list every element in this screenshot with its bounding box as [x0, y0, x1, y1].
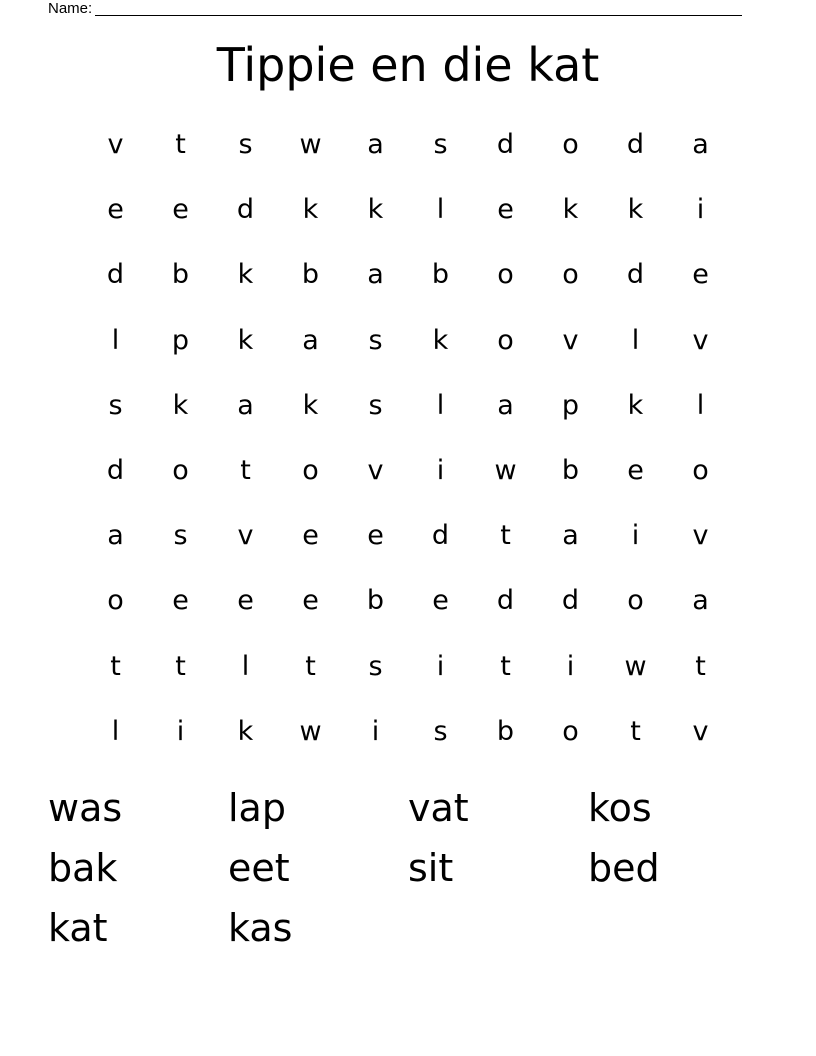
grid-cell: o [107, 585, 124, 617]
word-list-item: lap [228, 786, 286, 830]
grid-cell: l [696, 389, 705, 421]
grid-cell: d [496, 585, 515, 617]
grid-cell: i [696, 194, 705, 226]
grid-cell: d [626, 129, 645, 161]
grid-cell: e [302, 520, 319, 552]
grid-cell: v [562, 324, 579, 356]
grid-cell: e [172, 194, 189, 226]
grid-cell: d [106, 455, 125, 487]
grid-cell: s [238, 129, 253, 161]
grid-cell: i [631, 520, 640, 552]
grid-cell: d [236, 194, 255, 226]
grid-cell: l [436, 194, 445, 226]
word-list-item: sit [408, 846, 454, 890]
grid-cell: w [299, 715, 322, 747]
grid-cell: a [497, 389, 514, 421]
grid-cell: e [302, 585, 319, 617]
grid-cell: k [302, 389, 319, 421]
grid-cell: o [497, 324, 514, 356]
word-list-item: bak [48, 846, 118, 890]
grid-cell: k [432, 324, 449, 356]
grid-cell: s [173, 520, 188, 552]
grid-cell: b [496, 715, 515, 747]
grid-cell: o [497, 259, 514, 291]
grid-cell: e [107, 194, 124, 226]
grid-cell: o [692, 455, 709, 487]
grid-cell: t [695, 650, 706, 682]
word-list-item: kat [48, 906, 108, 950]
grid-cell: i [566, 650, 575, 682]
grid-cell: o [302, 455, 319, 487]
grid-cell: v [692, 715, 709, 747]
grid-cell: o [562, 259, 579, 291]
page-title: Tippie en die kat [216, 38, 600, 92]
grid-cell: d [106, 259, 125, 291]
word-list-item: vat [408, 786, 469, 830]
grid-cell: a [302, 324, 319, 356]
grid-cell: k [237, 715, 254, 747]
grid-cell: e [432, 585, 449, 617]
grid-cell: t [175, 650, 186, 682]
grid-cell: w [494, 455, 517, 487]
name-field[interactable] [48, 0, 742, 18]
word-search-grid [83, 112, 733, 764]
grid-cell: p [171, 324, 190, 356]
grid-cell: b [301, 259, 320, 291]
grid-cell: t [240, 455, 251, 487]
grid-cell: d [431, 520, 450, 552]
grid-cell: v [237, 520, 254, 552]
grid-cell: b [366, 585, 385, 617]
grid-cell: t [305, 650, 316, 682]
grid-cell: d [626, 259, 645, 291]
grid-cell: s [368, 389, 383, 421]
grid-cell: a [237, 389, 254, 421]
grid-cell: o [562, 129, 579, 161]
grid-cell: w [299, 129, 322, 161]
grid-cell: t [500, 520, 511, 552]
grid-cell: a [367, 259, 384, 291]
grid-cell: p [561, 389, 580, 421]
grid-cell: s [433, 129, 448, 161]
grid-cell: a [107, 520, 124, 552]
grid-cell: b [561, 455, 580, 487]
grid-cell: o [172, 455, 189, 487]
grid-cell: e [172, 585, 189, 617]
grid-cell: k [237, 324, 254, 356]
grid-cell: k [367, 194, 384, 226]
grid-cell: t [110, 650, 121, 682]
grid-cell: v [367, 455, 384, 487]
grid-cell: e [367, 520, 384, 552]
grid-cell: b [431, 259, 450, 291]
grid-cell: k [627, 389, 644, 421]
grid-cell: l [111, 324, 120, 356]
grid-cell: i [176, 715, 185, 747]
word-list-item: was [48, 786, 123, 830]
grid-cell: i [436, 650, 445, 682]
grid-cell: l [436, 389, 445, 421]
word-list-item: kos [588, 786, 652, 830]
grid-cell: s [433, 715, 448, 747]
grid-cell: l [111, 715, 120, 747]
grid-cell: i [371, 715, 380, 747]
grid-cell: s [368, 650, 383, 682]
grid-cell: w [624, 650, 647, 682]
grid-cell: k [627, 194, 644, 226]
word-list-item: bed [588, 846, 660, 890]
grid-cell: e [627, 455, 644, 487]
grid-cell: a [562, 520, 579, 552]
grid-cell: v [107, 129, 124, 161]
grid-cell: t [630, 715, 641, 747]
grid-cell: o [627, 585, 644, 617]
grid-cell: b [171, 259, 190, 291]
word-list-item: kas [228, 906, 293, 950]
grid-cell: l [631, 324, 640, 356]
name-underline[interactable] [95, 0, 742, 16]
grid-cell: e [692, 259, 709, 291]
grid-cell: e [497, 194, 514, 226]
grid-cell: s [368, 324, 383, 356]
name-label: Name: [48, 0, 93, 17]
grid-cell: v [692, 324, 709, 356]
word-list [48, 778, 768, 958]
grid-cell: v [692, 520, 709, 552]
grid-cell: d [561, 585, 580, 617]
grid-cell: e [237, 585, 254, 617]
grid-cell: t [500, 650, 511, 682]
word-list-item: eet [228, 846, 290, 890]
grid-cell: k [562, 194, 579, 226]
grid-cell: o [562, 715, 579, 747]
grid-cell: l [241, 650, 250, 682]
grid-cell: s [108, 389, 123, 421]
grid-cell: a [692, 129, 709, 161]
grid-cell: k [237, 259, 254, 291]
grid-cell: k [172, 389, 189, 421]
grid-cell: i [436, 455, 445, 487]
grid-cell: t [175, 129, 186, 161]
grid-cell: d [496, 129, 515, 161]
grid-cell: a [692, 585, 709, 617]
grid-cell: a [367, 129, 384, 161]
grid-cell: k [302, 194, 319, 226]
